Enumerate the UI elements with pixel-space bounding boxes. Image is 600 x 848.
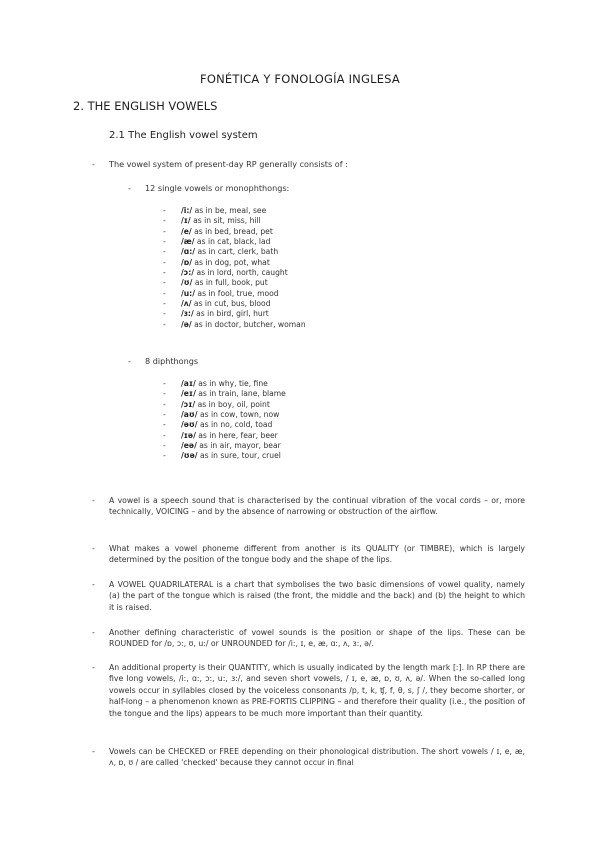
vowel-symbol: /ʊ/	[181, 278, 193, 288]
vowel-symbol: /ɑ:/	[181, 247, 196, 257]
document-page: FONÉTICA Y FONOLOGÍA INGLESA 2. THE ENGLISH VOWELS 2.1 The English vowel system - The vowel system of present-day RP generally consists of : - 12 single vowels or monophthongs: - /i:/ as in be, meal, see - /ɪ/ as in sit, miss, hill - /e/ as in bed, bread, pet - /æ/ as in cat, black, lad - /ɑ:/ as in cart, clerk, bath - /ɒ/ as in dog, pot, what - /ɔ:/ as in lord, north, caught - /ʊ/ as in full, book, put - /u:/ as in fool, true, mood - /ʌ/ as in cut, bus, blood - /ɜ:/ as in bird, girl, hurt - /ə/ as in doctor, butcher, woman - 8 diphthongs - /aɪ/ as in why, tie, fine - /eɪ/ as in train, lane, blame - /ɔɪ/ as in boy, oil, point - /aʊ/ as in cow, town, now - /əʊ/ as in no, cold, toad - /ɪə/ as in here, fear, beer - /eə/ as in air, mayor, bear - /ʊə/ as in sure, tour, cruel - A vowel is a speech sound that is characterised by the continual vibration of the vocal cords – or, more technically, VOICING – and by the absence of narrowing or obstruction of the airflow. - What makes a vowel phoneme different from another is its QUALITY (or TIMBRE), which is largely determined by the position of the tongue body and the shape of the lips. - A VOWEL QUADRILATERAL is a chart that symbolises the two basic dimensions of vowel quality, namely (a) the part of the tongue which is raised (the front, the middle and the back) and (b) the height to which it is raised. - Another defining characteristic of vowel sounds is the position or shape of the lips. These can be ROUNDED for /ɒ, ɔ:, ʊ, u:/ or UNROUNDED for /i:, ɪ, e, æ, ɑ:, ʌ, ɜ:, ə/. - An additional property is their QUANTITY, which is usually indicated by the length mark [ː]. In RP there are five long vowels, /i:, ɑ:, ɔ:, u:, ɜ:/, and seven short vowels, / ɪ, e, æ, ɒ, ʊ, ʌ, ə/. When the so-called long vowels occur in syllables closed by the voiceless consonants /p, t, k, ʧ, f, θ, s, ʃ /, they become shorter, or half-long – a phenomenon known as PRE-FORTIS CLIPPING – and therefore their quality (i.e., the position of the tongue and the lips) appears to be much more important than their quantity. - Vowels can be CHECKED or FREE depending on their phonological distribution. The short vowels / ɪ, e, æ, ʌ, ɒ, ʊ / are called 'checked' because they cannot occur in final	[0, 0, 600, 848]
vowel-symbol: /aʊ/	[181, 410, 198, 420]
bullet-dash: -	[92, 543, 95, 553]
vowel-symbol: /u:/	[181, 288, 195, 298]
vowel-symbol: /ɒ/	[181, 257, 192, 267]
vowel-symbol: /ɜ:/	[181, 309, 194, 319]
vowel-symbol: /ɪ/	[181, 216, 191, 226]
vowel-symbol: /æ/	[181, 237, 195, 247]
bullet-dash: -	[128, 183, 131, 193]
subsection-heading: 2.1 The English vowel system	[109, 130, 258, 141]
vowel-symbol: /ə/	[181, 319, 192, 329]
paragraph-vowel-quality: What makes a vowel phoneme different from another is its QUALITY (or TIMBRE), which is largely determined by the position of the tongue body and the shape of the lips.	[109, 544, 525, 565]
vowel-symbol: /i:/	[181, 206, 193, 215]
document-title: FONÉTICA Y FONOLOGÍA INGLESA	[200, 72, 400, 86]
vowel-symbol: /eɪ/	[181, 389, 196, 399]
paragraph-vowel-definition: A vowel is a speech sound that is characterised by the continual vibration of the vocal cords – or, more technically, VOICING – and by the absence of narrowing or obstruction of the airflow.	[109, 496, 525, 517]
paragraph-lip-rounding: Another defining characteristic of vowel sounds is the position or shape of the lips. These can be ROUNDED for /ɒ, ɔ:, ʊ, u:/ or UNROUNDED for /i:, ɪ, e, æ, ɑ:, ʌ, ɜ:, ə/.	[109, 628, 525, 649]
vowel-symbol: /ʊə/	[181, 451, 198, 461]
bullet-dash: -	[92, 627, 95, 637]
section-heading: 2. THE ENGLISH VOWELS	[73, 99, 218, 113]
bullet-dash: -	[92, 159, 95, 169]
bullet-dash: -	[128, 356, 131, 366]
diphthongs-label: 8 diphthongs	[145, 356, 199, 366]
monophthongs-label: 12 single vowels or monophthongs:	[145, 183, 290, 193]
vowel-symbol: /ʌ/	[181, 299, 192, 309]
bullet-dash: -	[92, 662, 95, 672]
vowel-symbol: /e/	[181, 226, 192, 236]
vowel-symbol: /eə/	[181, 441, 197, 451]
paragraph-vowel-quantity: An additional property is their QUANTITY, which is usually indicated by the length mark [ː]. In RP there are five long vowels, /i:, ɑ:, ɔ:, u:, ɜ:/, and seven short vowels, / ɪ, e, æ, ɒ, ʊ, ʌ, ə/. When the so-called long vowels occur in syllables closed by the voiceless consonants /p, t, k, ʧ, f, θ, s, ʃ /, they become shorter, or half-long – a phenomenon known as PRE-FORTIS CLIPPING – and therefore their quality (i.e., the position of the tongue and the lips) appears to be much more important than their quantity.	[109, 663, 525, 718]
paragraph-checked-free: Vowels can be CHECKED or FREE depending on their phonological distribution. The short vowels / ɪ, e, æ, ʌ, ɒ, ʊ / are called 'checked' because they cannot occur in final	[109, 747, 525, 768]
vowel-symbol: /ɔ:/	[181, 268, 195, 278]
intro-bullet-text: The vowel system of present-day RP generally consists of :	[109, 159, 348, 169]
vowel-symbol: /ɪə/	[181, 430, 196, 440]
bullet-dash: -	[92, 579, 95, 589]
vowel-symbol: /əʊ/	[181, 420, 198, 430]
vowel-symbol: /aɪ/	[181, 379, 196, 388]
bullet-dash: -	[92, 746, 95, 756]
bullet-dash: -	[92, 495, 95, 505]
paragraph-vowel-quadrilateral: A VOWEL QUADRILATERAL is a chart that symbolises the two basic dimensions of vowel quality, namely (a) the part of the tongue which is raised (the front, the middle and the back) and (b) the height to which it is raised.	[109, 580, 525, 612]
vowel-symbol: /ɔɪ/	[181, 399, 196, 409]
